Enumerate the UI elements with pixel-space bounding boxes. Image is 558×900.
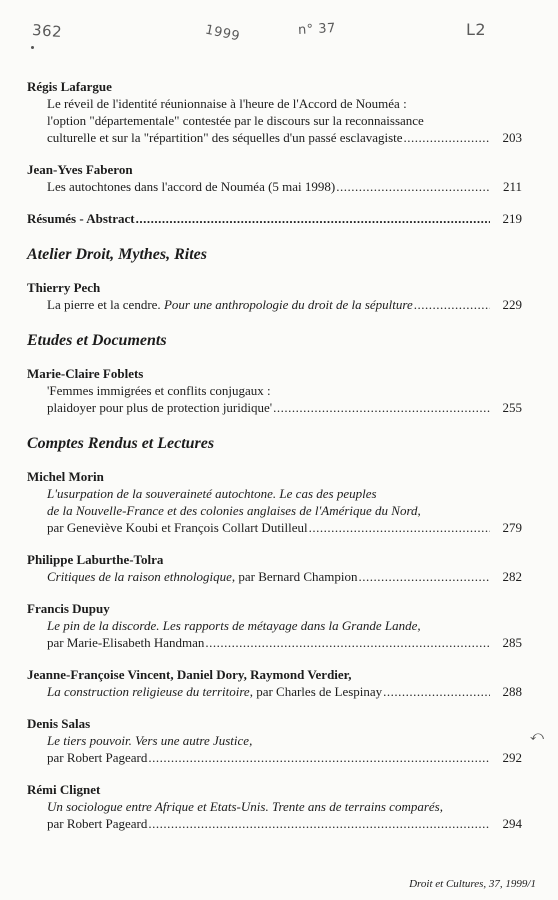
toc-entry bbox=[27, 715, 522, 766]
margin-arrow-mark: ⤺ bbox=[530, 729, 544, 744]
entry-title-text bbox=[47, 382, 271, 399]
entry-author: Rémi Clignet bbox=[27, 782, 101, 797]
entry-line bbox=[27, 112, 522, 129]
toc-entry bbox=[27, 468, 522, 536]
italic-title: Un sociologue entre Afrique et Etats-Unis. Trente ans de terrains comparés, bbox=[47, 799, 443, 814]
italic-title: de la Nouvelle-France et des colonies anglaises de l'Amérique du Nord, bbox=[47, 503, 421, 518]
title-segment: plaidoyer pour plus de protection juridique' bbox=[47, 400, 273, 415]
title-segment: 'Femmes immigrées et conflits conjugaux : bbox=[47, 383, 271, 398]
page-number: 282 bbox=[502, 569, 522, 584]
handwritten-year: 1999 bbox=[203, 22, 242, 45]
entry-author: Marie-Claire Foblets bbox=[27, 366, 144, 381]
entry-title-text bbox=[47, 399, 272, 416]
title-segment: Les autochtones dans l'accord de Nouméa (5 mai 1998) bbox=[47, 179, 336, 194]
italic-title: L'usurpation de la souveraineté autochtone. Le cas des peuples bbox=[47, 486, 377, 501]
dot-leader bbox=[404, 129, 490, 146]
title-segment: par Robert Pageard bbox=[47, 816, 148, 831]
dot-leader bbox=[148, 815, 490, 832]
page-number: 211 bbox=[502, 179, 522, 194]
dot-leader bbox=[414, 296, 490, 313]
resumes-label: Résumés - Abstract bbox=[27, 211, 135, 226]
toc-entry bbox=[27, 551, 522, 585]
entry-title-text bbox=[47, 634, 204, 651]
entry-line bbox=[27, 519, 522, 536]
entry-line bbox=[27, 178, 522, 195]
title-segment: par Robert Pageard bbox=[47, 750, 148, 765]
dot-leader bbox=[383, 683, 490, 700]
toc-entry bbox=[27, 161, 522, 195]
entry-line bbox=[27, 502, 522, 519]
entry-title-text bbox=[47, 568, 358, 585]
entry-title-text bbox=[47, 485, 377, 502]
entry-line bbox=[27, 296, 522, 313]
entry-title-text bbox=[47, 617, 421, 634]
entry-title-text bbox=[47, 798, 443, 815]
entry-title-text bbox=[47, 749, 147, 766]
handwritten-code: L2 bbox=[466, 20, 487, 39]
entry-author: Jeanne-Françoise Vincent, Daniel Dory, Raymond Verdier, bbox=[27, 667, 352, 682]
entry-title-text bbox=[47, 683, 382, 700]
entry-author: Jean-Yves Faberon bbox=[27, 162, 133, 177]
page-number: 292 bbox=[502, 750, 522, 765]
italic-title: La construction religieuse du territoire bbox=[47, 684, 250, 699]
dot-leader bbox=[359, 568, 490, 585]
dot-leader bbox=[148, 749, 490, 766]
toc-entry bbox=[27, 781, 522, 832]
italic-title: Le tiers pouvoir. Vers une autre Justice, bbox=[47, 733, 253, 748]
section-heading: Etudes et Documents bbox=[27, 332, 167, 349]
toc-entry bbox=[27, 666, 522, 700]
entry-line bbox=[27, 798, 522, 815]
section-heading: Comptes Rendus et Lectures bbox=[27, 435, 215, 452]
page-number: 219 bbox=[502, 211, 522, 226]
title-segment: par Geneviève Koubi et François Collart Dutilleul bbox=[47, 520, 308, 535]
entry-line bbox=[27, 683, 522, 700]
page-number: 285 bbox=[502, 635, 522, 650]
entry-line bbox=[27, 95, 522, 112]
entry-title-text bbox=[47, 129, 403, 146]
dot-leader bbox=[273, 399, 490, 416]
entry-author: Thierry Pech bbox=[27, 280, 101, 295]
italic-title: Critiques de la raison ethnologique bbox=[47, 569, 232, 584]
entry-author: Denis Salas bbox=[27, 716, 91, 731]
ink-dot bbox=[31, 46, 34, 49]
page-number: 279 bbox=[502, 520, 522, 535]
handwritten-issue: n° 37 bbox=[297, 21, 337, 38]
entry-title-text bbox=[47, 815, 147, 832]
dot-leader bbox=[205, 634, 490, 651]
entry-author: Michel Morin bbox=[27, 469, 104, 484]
entry-title-text bbox=[47, 502, 421, 519]
toc-entry bbox=[27, 78, 522, 146]
running-footer: Droit et Cultures, 37, 1999/1 bbox=[409, 878, 536, 890]
title-segment: Le réveil de l'identité réunionnaise à l'heure de l'Accord de Nouméa : bbox=[47, 96, 407, 111]
entry-line bbox=[27, 634, 522, 651]
entry-line bbox=[27, 815, 522, 832]
page-number: 229 bbox=[502, 297, 522, 312]
dot-leader bbox=[136, 210, 490, 227]
entry-line bbox=[27, 485, 522, 502]
page-number: 294 bbox=[502, 816, 522, 831]
entry-title-text bbox=[47, 519, 308, 536]
title-segment: par Marie-Elisabeth Handman bbox=[47, 635, 205, 650]
entry-title-text bbox=[47, 732, 252, 749]
title-segment: La pierre et la cendre. bbox=[47, 297, 164, 312]
dot-leader bbox=[309, 519, 490, 536]
table-of-contents bbox=[27, 78, 522, 847]
page-number: 288 bbox=[502, 684, 522, 699]
entry-author: Francis Dupuy bbox=[27, 601, 110, 616]
entry-author: Philippe Laburthe-Tolra bbox=[27, 552, 164, 567]
page-number: 255 bbox=[502, 400, 522, 415]
entry-line bbox=[27, 382, 522, 399]
entry-line bbox=[27, 732, 522, 749]
toc-entry bbox=[27, 279, 522, 313]
entry-line bbox=[27, 568, 522, 585]
title-segment: , par Bernard Champion bbox=[231, 569, 358, 584]
entry-title-text bbox=[47, 178, 335, 195]
entry-line bbox=[27, 749, 522, 766]
page-number: 203 bbox=[502, 130, 522, 145]
italic-title: Le pin de la discorde. Les rapports de métayage dans la Grande Lande, bbox=[47, 618, 421, 633]
toc-entry bbox=[27, 365, 522, 416]
entry-line bbox=[27, 399, 522, 416]
entry-line bbox=[27, 617, 522, 634]
entry-title-text bbox=[47, 296, 413, 313]
section-heading: Atelier Droit, Mythes, Rites bbox=[27, 246, 207, 263]
toc-entry-resumes bbox=[27, 210, 522, 227]
title-segment: l'option "départementale" contestée par le discours sur la reconnaissance bbox=[47, 113, 424, 128]
title-segment: , par Charles de Lespinay bbox=[249, 684, 383, 699]
entry-line bbox=[27, 129, 522, 146]
toc-entry bbox=[27, 600, 522, 651]
entry-title-text bbox=[47, 95, 407, 112]
entry-author: Régis Lafargue bbox=[27, 79, 112, 94]
resumes-line bbox=[27, 210, 522, 227]
dot-leader bbox=[336, 178, 490, 195]
italic-title: Pour une anthropologie du droit de la sépulture bbox=[163, 297, 413, 312]
handwritten-page-number: 362 bbox=[31, 20, 63, 42]
entry-title-text bbox=[47, 112, 424, 129]
title-segment: culturelle et sur la "répartition" des séquelles d'un passé esclavagiste bbox=[47, 130, 403, 145]
